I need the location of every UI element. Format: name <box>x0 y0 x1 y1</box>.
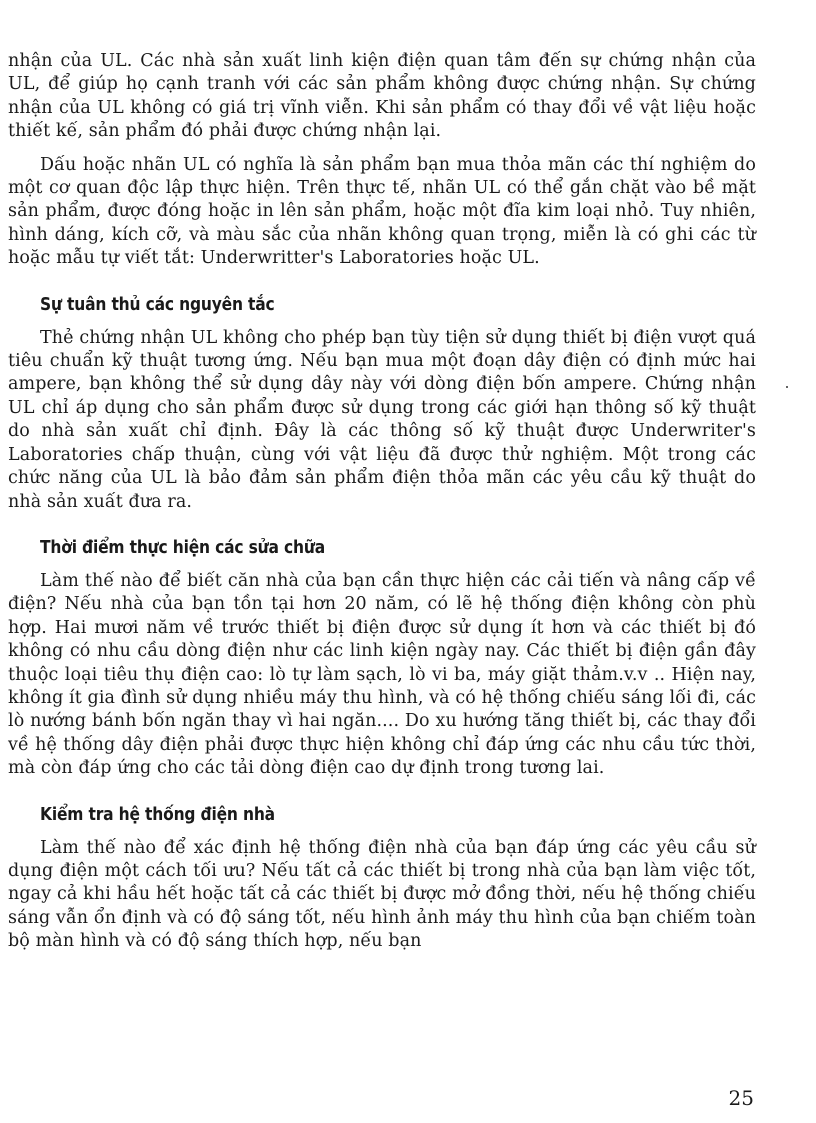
paragraph-home-inspection: Làm thế nào để xác định hệ thống điện nhà của bạn đáp ứng các yêu cầu sử dụng điện một cách tối ưu? Nếu tất cả các thiết bị trong nhà của bạn làm việc tốt, ngay cả khi hầu hết hoặc tất cả các thiết bị được mở đồng thời, nếu hệ thống chiếu sáng vẫn ổn định và có độ sáng tốt, nếu hình ảnh máy thu hình của bạn chiếm toàn bộ màn hình và có độ sáng thích hợp, nếu bạn <box>8 837 756 952</box>
paragraph-ul-mark: Dấu hoặc nhãn UL có nghĩa là sản phẩm bạn mua thỏa mãn các thí nghiệm do một cơ quan độc lập thực hiện. Trên thực tế, nhãn UL có thể gắn chặt vào bề mặt sản phẩm, được đóng hoặc in lên sản phẩm, hoặc một đĩa kim loại nhỏ. Tuy nhiên, hình dáng, kích cỡ, và màu sắc của nhãn không quan trọng, miễn là có ghi các từ hoặc mẫu tự viết tắt: Underwritter's Laboratories hoặc UL. <box>8 154 756 269</box>
page-body <box>8 50 756 964</box>
heading-compliance: Sự tuân thủ các nguyên tắc <box>40 293 275 315</box>
paragraph-compliance: Thẻ chứng nhận UL không cho phép bạn tùy tiện sử dụng thiết bị điện vượt quá tiêu chuẩn kỹ thuật tương ứng. Nếu bạn mua một đoạn dây điện có định mức hai ampere, bạn không thể sử dụng dây này với dòng điện bốn ampere. Chứng nhận UL chỉ áp dụng cho sản phẩm được sử dụng trong các giới hạn thông số kỹ thuật do nhà sản xuất chỉ định. Đây là các thông số kỹ thuật được Underwriter's Laboratories chấp thuận, cùng với vật liệu đã được thử nghiệm. Một trong các chức năng của UL là bảo đảm sản phẩm điện thỏa mãn các yêu cầu kỹ thuật do nhà sản xuất đưa ra. <box>8 327 756 512</box>
paragraph-ul-certification: nhận của UL. Các nhà sản xuất linh kiện điện quan tâm đến sự chứng nhận của UL, để giúp họ cạnh tranh với các sản phẩm không được chứng nhận. Sự chứng nhận của UL không có giá trị vĩnh viễn. Khi sản phẩm có thay đổi về vật liệu hoặc thiết kế, sản phẩm đó phải được chứng nhận lại. <box>8 51 756 142</box>
heading-home-inspection: Kiểm tra hệ thống điện nhà <box>40 803 275 825</box>
scan-speck <box>786 386 788 388</box>
paragraph-when-to-repair: Làm thế nào để biết căn nhà của bạn cần thực hiện các cải tiến và nâng cấp về điện? Nếu nhà của bạn tồn tại hơn 20 năm, có lẽ hệ thống điện không còn phù hợp. Hai mươi năm về trước thiết bị điện được sử dụng ít hơn và các thiết bị đó không có nhu cầu dòng điện như các linh kiện ngày nay. Các thiết bị điện gần đây thuộc loại tiêu thụ điện cao: lò tự làm sạch, lò vi ba, máy giặt thảm.v.v .. Hiện nay, không ít gia đình sử dụng nhiều máy thu hình, và có hệ thống chiếu sáng lối đi, các lò nướng bánh bốn ngăn thay vì hai ngăn.... Do xu hướng tăng thiết bị, các thay đổi về hệ thống dây điện phải được thực hiện không chỉ đáp ứng các nhu cầu tức thời, mà còn đáp ứng cho các tải dòng điện cao dự định trong tương lai. <box>8 570 757 779</box>
page-number: 25 <box>728 1086 754 1110</box>
heading-when-to-repair: Thời điểm thực hiện các sửa chữa <box>40 536 325 558</box>
